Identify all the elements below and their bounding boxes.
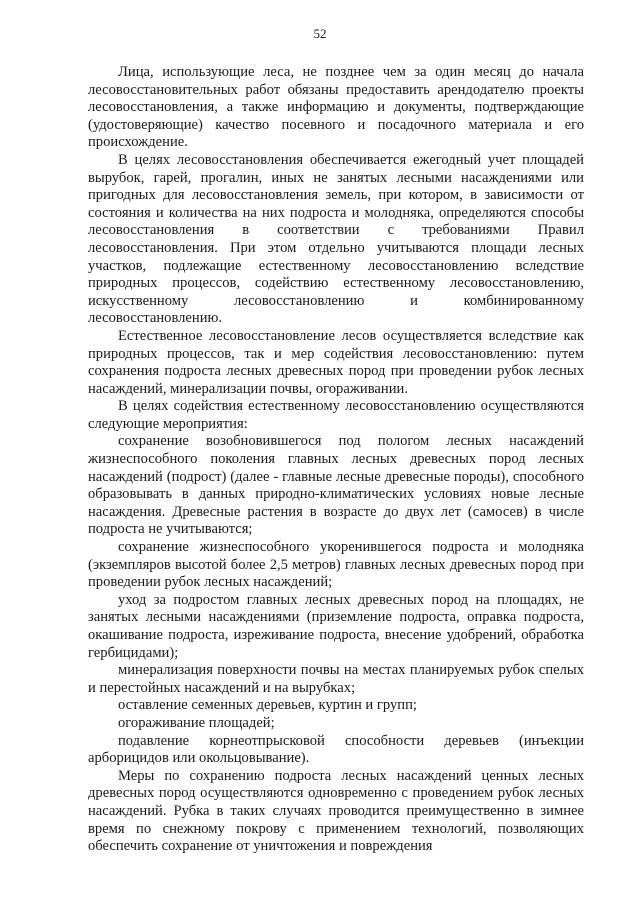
list-item: подавление корнеотпрысковой способности деревьев (инъекции арборицидов или окольцовывание).: [88, 732, 584, 767]
page-number: 52: [313, 26, 327, 41]
list-item: уход за подростом главных лесных древесных пород на площадях, не занятых лесными насаждениями (приземление подроста, оправка подроста, окашивание подроста, изреживание подроста, внесение удобрений, обработка гербицидами);: [88, 591, 584, 661]
list-item: сохранение возобновившегося под пологом лесных насаждений жизнеспособного поколения главных лесных древесных пород лесных насаждений (подрост) (далее - главные лесные древесные породы), способного образовывать в данных природно-климатических условиях новые лесные насаждения. Древесные растения в возрасте до двух лет (самосев) в числе подроста не учитываются;: [88, 433, 584, 538]
paragraph: Лица, использующие леса, не позднее чем за один месяц до начала лесовосстановительных работ обязаны предоставить арендодателю проекты лесовосстановления, а также информацию и документы, подтверждающие (удостоверяющие) качество посевного и посадочного материала и его происхождение.: [88, 64, 584, 151]
paragraph: Меры по сохранению подроста лесных насаждений ценных лесных древесных пород осуществляются одновременно с проведением рубок лесных насаждений. Рубка в таких случаях проводится преимущественно в зимнее время по снежному покрову с применением технологий, позволяющих обеспечить сохранение от уничтожения и повреждения: [88, 767, 584, 855]
list-item: огораживание площадей;: [118, 714, 275, 731]
paragraph: В целях лесовосстановления обеспечивается ежегодный учет площадей вырубок, гарей, прогалин, иных не занятых лесными насаждениями или пригодных для лесовосстановления земель, при котором, в зависимости от состояния и количества на них подроста и молодняка, определяются способы лесовосстановления в соответствии с требованиями Правил лесовосстановления. При этом отдельно учитываются площади лесных участков, подлежащие естественному лесовосстановлению вследствие природных процессов, содействию естественному лесовосстановлению, искусственному лесовосстановлению и комбинированному лесовосстановлению.: [88, 151, 584, 327]
paragraph: В целях содействия естественному лесовосстановлению осуществляются следующие мероприятия:: [88, 398, 584, 432]
list-item: сохранение жизнеспособного укоренившегося подроста и молодняка (экземпляров высотой более 2,5 метров) главных лесных древесных пород при проведении рубок лесных насаждений;: [88, 539, 584, 591]
list-item: оставление семенных деревьев, куртин и групп;: [118, 697, 417, 714]
paragraph: Естественное лесовосстановление лесов осуществляется вследствие как природных процессов, так и мер содействия лесовосстановлению: путем сохранения подроста лесных древесных пород при проведении рубок лесных насаждений, минерализации почвы, огораживании.: [88, 327, 584, 397]
list-item: минерализация поверхности почвы на местах планируемых рубок спелых и перестойных насаждений и на вырубках;: [88, 662, 584, 696]
body-text: [88, 64, 584, 856]
